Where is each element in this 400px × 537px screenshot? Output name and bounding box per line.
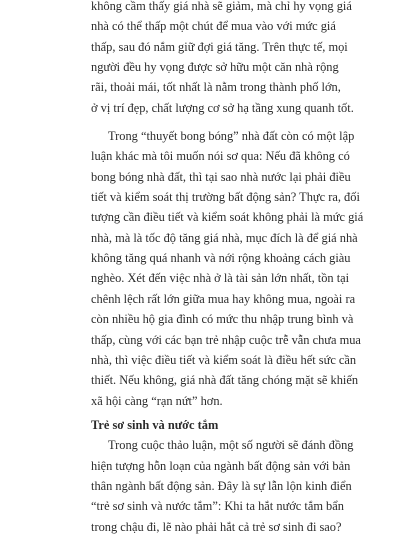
paragraph-line: không cầm thấy giá nhà sẽ giảm, mà chỉ hy vọng giá bbox=[91, 0, 352, 13]
paragraph-line: người đều hy vọng được sở hữu một căn nhà rộng bbox=[91, 60, 339, 75]
body-text bbox=[91, 0, 364, 537]
paragraph-line: thiết. Nếu không, giá nhà đất tăng chóng mặt sẽ khiến bbox=[91, 373, 359, 388]
paragraph-line: bong bóng nhà đất, thì tại sao nhà nước lại phải điều bbox=[91, 169, 351, 184]
paragraph-line: còn nhiều hộ gia đình có mức thu nhập trung bình và bbox=[91, 312, 354, 327]
paragraph-line: rãi, thoải mái, tốt nhất là nằm trong thành phố lớn, bbox=[91, 80, 341, 95]
paragraph-line: luận khác mà tôi muốn nói sơ qua: Nếu đã không có bbox=[91, 149, 350, 164]
section-heading: Trẻ sơ sinh và nước tắm bbox=[91, 417, 219, 432]
paragraph-line: Trong cuộc thảo luận, một số người sẽ đánh đồng bbox=[108, 438, 354, 453]
paragraph-line: thấp, cùng với các bạn trẻ nhập cuộc trễ vẫn chưa mua bbox=[91, 332, 361, 347]
paragraph-line: trong chậu đi, lẽ nào phải hắt cả trẻ sơ sinh đi sao? bbox=[91, 519, 342, 534]
paragraph-line: chênh lệch rất lớn giữa mua hay không mua, ngoài ra bbox=[91, 291, 356, 306]
paragraph-3 bbox=[91, 435, 354, 537]
paragraph-line: Trong “thuyết bong bóng” nhà đất còn có một lập bbox=[108, 129, 355, 144]
paragraph-line: hiện tượng hỗn loạn của ngành bất động sản với bản bbox=[91, 458, 351, 473]
paragraph-line: tiết và kiểm soát thị trường bất động sản? Thực ra, đối bbox=[91, 190, 360, 205]
paragraph-line: ở vị trí đẹp, chất lượng cơ sở hạ tầng xung quanh tốt. bbox=[91, 100, 354, 115]
paragraph-line: xã hội càng “rạn nứt” hơn. bbox=[91, 393, 223, 408]
paragraph-line: nghèo. Xét đến việc nhà ở là tài sản lớn nhất, tồn tại bbox=[91, 271, 350, 286]
paragraph-1 bbox=[91, 0, 354, 118]
paragraph-line: thân ngành bất động sản. Đây là sự lẫn lộn kinh điển bbox=[91, 478, 352, 493]
paragraph-line: “trẻ sơ sinh và nước tắm”: Khi ta hắt nước tắm bẩn bbox=[91, 499, 344, 514]
paragraph-line: tượng cần điều tiết và kiểm soát không phải là mức giá bbox=[91, 210, 364, 225]
paragraph-line: không tăng quá nhanh và nới rộng khoảng cách giàu bbox=[91, 251, 351, 266]
paragraph-line: nhà, thì việc điều tiết và kiểm soát là điều hết sức cần bbox=[91, 352, 357, 367]
paragraph-line: nhà, mà là tốc độ tăng giá nhà, mục đích là để giá nhà bbox=[91, 230, 358, 245]
paragraph-line: nhà có thể thấp một chút để mua vào với mức giá bbox=[91, 19, 336, 34]
paragraph-line: thấp, sau đó nắm giữ đợi giá tăng. Trên thực tế, mọi bbox=[91, 39, 348, 54]
paragraph-2 bbox=[91, 126, 364, 411]
